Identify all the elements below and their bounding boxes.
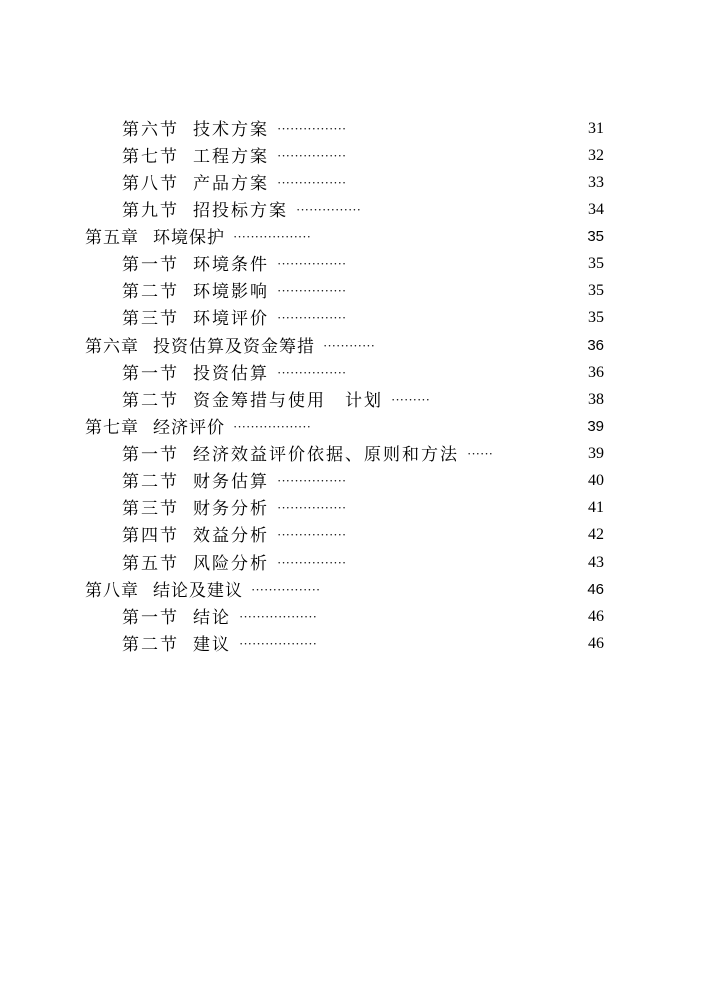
toc-number: 第八章 xyxy=(85,581,139,601)
toc-title: 风险分析 xyxy=(193,554,269,574)
toc-page-number: 41 xyxy=(588,499,604,516)
toc-number: 第一节 xyxy=(122,445,179,465)
toc-number: 第二节 xyxy=(122,391,179,411)
toc-leader-dots: ················ xyxy=(277,175,347,190)
toc-title: 经济评价 xyxy=(153,418,225,438)
toc-page-number: 33 xyxy=(588,174,604,191)
toc-number: 第二节 xyxy=(122,282,179,302)
toc-leader-dots: ·················· xyxy=(239,609,317,624)
toc-title: 环境评价 xyxy=(193,309,269,329)
toc-entry[interactable] xyxy=(0,494,703,521)
toc-number: 第四节 xyxy=(122,526,179,546)
toc-title: 环境条件 xyxy=(193,255,269,275)
toc-number: 第六章 xyxy=(85,337,139,357)
toc-number: 第九节 xyxy=(122,201,179,221)
toc-number: 第二节 xyxy=(122,635,179,655)
toc-page-number: 46 xyxy=(588,635,604,652)
toc-page-number: 35 xyxy=(588,282,604,299)
toc-page-number: 46 xyxy=(588,608,604,625)
toc-title: 建议 xyxy=(193,635,231,655)
toc-entry[interactable] xyxy=(0,386,703,413)
toc-title: 技术方案 xyxy=(193,120,269,140)
toc-leader-dots: ················ xyxy=(251,582,321,597)
toc-title: 结论及建议 xyxy=(153,581,243,601)
toc-title: 效益分析 xyxy=(193,526,269,546)
toc-page-number: 35 xyxy=(587,228,604,245)
toc-leader-dots: ··············· xyxy=(296,202,361,217)
toc-leader-dots: ················ xyxy=(277,500,347,515)
toc-leader-dots: ················ xyxy=(277,527,347,542)
toc-number: 第一节 xyxy=(122,608,179,628)
toc-entry[interactable] xyxy=(0,603,703,630)
toc-page-number: 35 xyxy=(588,309,604,326)
toc-number: 第六节 xyxy=(122,120,179,140)
toc-entry[interactable] xyxy=(0,359,703,386)
toc-chapter-entry[interactable] xyxy=(0,223,703,250)
toc-page-number: 46 xyxy=(587,581,604,598)
toc-page-number: 39 xyxy=(588,445,604,462)
toc-leader-dots: ·················· xyxy=(239,636,317,651)
toc-entry[interactable] xyxy=(0,169,703,196)
toc-number: 第三节 xyxy=(122,309,179,329)
toc-number: 第七节 xyxy=(122,147,179,167)
toc-page-number: 42 xyxy=(588,526,604,543)
toc-title: 招投标方案 xyxy=(193,201,288,221)
toc-title: 结论 xyxy=(193,608,231,628)
toc-entry[interactable] xyxy=(0,142,703,169)
toc-leader-dots: ················ xyxy=(277,473,347,488)
toc-title: 财务分析 xyxy=(193,499,269,519)
toc-title: 经济效益评价依据、原则和方法 xyxy=(193,445,459,465)
toc-entry[interactable] xyxy=(0,440,703,467)
toc-page-number: 40 xyxy=(588,472,604,489)
toc-number: 第二节 xyxy=(122,472,179,492)
toc-page-number: 43 xyxy=(588,554,604,571)
toc-title: 投资估算及资金筹措 xyxy=(153,337,315,357)
toc-number: 第七章 xyxy=(85,418,139,438)
toc-chapter-entry[interactable] xyxy=(0,332,703,359)
toc-title: 投资估算 xyxy=(193,364,269,384)
toc-page-number: 34 xyxy=(588,201,604,218)
toc-chapter-entry[interactable] xyxy=(0,576,703,603)
toc-page-number: 36 xyxy=(587,337,604,354)
toc-number: 第八节 xyxy=(122,174,179,194)
toc-entry[interactable] xyxy=(0,549,703,576)
toc-page-number: 31 xyxy=(588,120,604,137)
toc-leader-dots: ············ xyxy=(323,338,375,353)
toc-leader-dots: ················ xyxy=(277,256,347,271)
toc-number: 第五节 xyxy=(122,554,179,574)
toc-number: 第一节 xyxy=(122,364,179,384)
toc-page-number: 35 xyxy=(588,255,604,272)
toc-title: 环境保护 xyxy=(153,228,225,248)
toc-entry[interactable] xyxy=(0,467,703,494)
toc-leader-dots: ················ xyxy=(277,555,347,570)
toc-leader-dots: ················ xyxy=(277,283,347,298)
toc-page-number: 36 xyxy=(588,364,604,381)
toc-number: 第三节 xyxy=(122,499,179,519)
toc-leader-dots: ······ xyxy=(467,446,493,461)
toc-page-number: 32 xyxy=(588,147,604,164)
toc-leader-dots: ················ xyxy=(277,121,347,136)
toc-entry[interactable] xyxy=(0,196,703,223)
toc-chapter-entry[interactable] xyxy=(0,413,703,440)
toc-entry[interactable] xyxy=(0,250,703,277)
toc-entry[interactable] xyxy=(0,115,703,142)
toc-title: 工程方案 xyxy=(193,147,269,167)
toc-leader-dots: ·················· xyxy=(233,419,311,434)
toc-entry[interactable] xyxy=(0,277,703,304)
toc-entry[interactable] xyxy=(0,521,703,548)
toc-entry[interactable] xyxy=(0,630,703,657)
toc-leader-dots: ················ xyxy=(277,148,347,163)
toc-page-number: 39 xyxy=(587,418,604,435)
toc-title: 财务估算 xyxy=(193,472,269,492)
toc-title: 环境影响 xyxy=(193,282,269,302)
toc-title: 资金筹措与使用 计划 xyxy=(193,391,383,411)
toc-leader-dots: ················ xyxy=(277,310,347,325)
toc-page-number: 38 xyxy=(588,391,604,408)
toc-leader-dots: ················ xyxy=(277,365,347,380)
toc-title: 产品方案 xyxy=(193,174,269,194)
toc-leader-dots: ········· xyxy=(391,392,430,407)
toc-number: 第一节 xyxy=(122,255,179,275)
toc-number: 第五章 xyxy=(85,228,139,248)
toc-entry[interactable] xyxy=(0,304,703,331)
toc-leader-dots: ·················· xyxy=(233,229,311,244)
